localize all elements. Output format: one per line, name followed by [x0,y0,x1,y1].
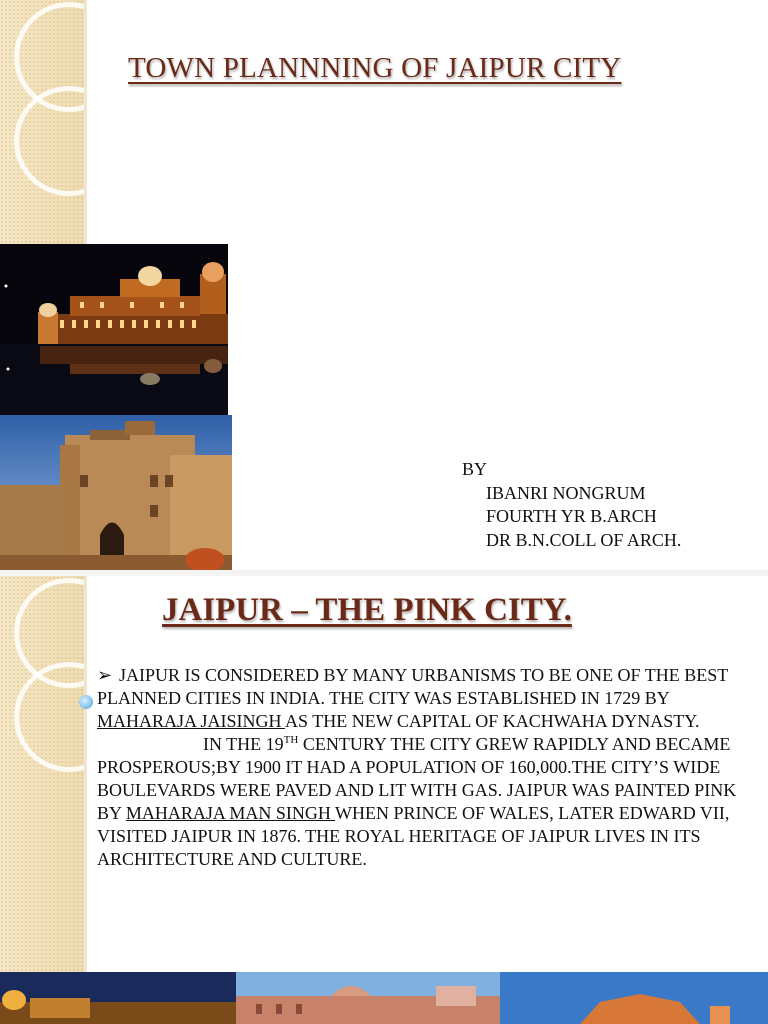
paragraph-2-text-end: WHEN PRINCE OF WALES, LATER EDWARD VII, VISITED JAIPUR IN 1876. THE ROYAL HERITAGE OF JAIPUR LIVES IN ITS ARCHITECTURE AND CULTURE. [97,803,730,869]
byline-author: IBANRI NONGRUM [486,482,646,503]
strip-photo-hawa-mahal [500,972,768,1024]
fort-photo [0,415,232,570]
byline-year: FOURTH YR B.ARCH [486,506,657,526]
paragraph-2 [97,733,737,871]
maharaja-man-singh-link: MAHARAJA MAN SINGH [125,803,336,823]
superscript: TH [283,734,299,746]
night-palace-photo [0,244,228,415]
slide-2 [0,576,768,1024]
paragraph-1-text: JAIPUR IS CONSIDERED BY MANY URBANISMS TO BE ONE OF THE BEST PLANNED CITIES IN INDIA. THE CITY WAS ESTABLISHED IN 1729 BY [97,665,728,708]
strip-photo-pink-facade [236,972,500,1024]
sidebar-edge [84,576,87,1024]
decorative-sidebar [0,576,84,1024]
strip-photo-palace [0,972,236,1024]
paragraph-2-text: IN THE 19 [203,734,284,754]
accent-dot-icon [79,695,93,709]
paragraph-2-text-mid: CENTURY THE CITY GREW RAPIDLY AND BECAME PROSPEROUS;BY 1900 IT HAD A POPULATION OF 160,000.THE CITY’S WIDE BOULEVARDS WERE PAVED AND LIT WITH GAS. JAIPUR WAS PAINTED PINK BY [97,734,737,823]
paragraph-1-text-end: AS THE NEW CAPITAL OF KACHWAHA DYNASTY. [285,711,700,731]
byline-college: DR B.N.COLL OF ARCH. [486,529,682,550]
paragraph-1 [97,664,737,733]
decorative-ring [14,86,124,196]
body-text [97,664,737,871]
arrow-bullet-icon: ➢ [97,665,113,685]
maharaja-jaisingh-link: MAHARAJA JAISINGH [97,711,286,731]
slide-title: TOWN PLANNNING OF JAIPUR CITY [128,52,622,84]
byline-by: BY [462,459,488,479]
slide-title: JAIPUR – THE PINK CITY. [162,592,572,628]
byline [462,458,681,552]
